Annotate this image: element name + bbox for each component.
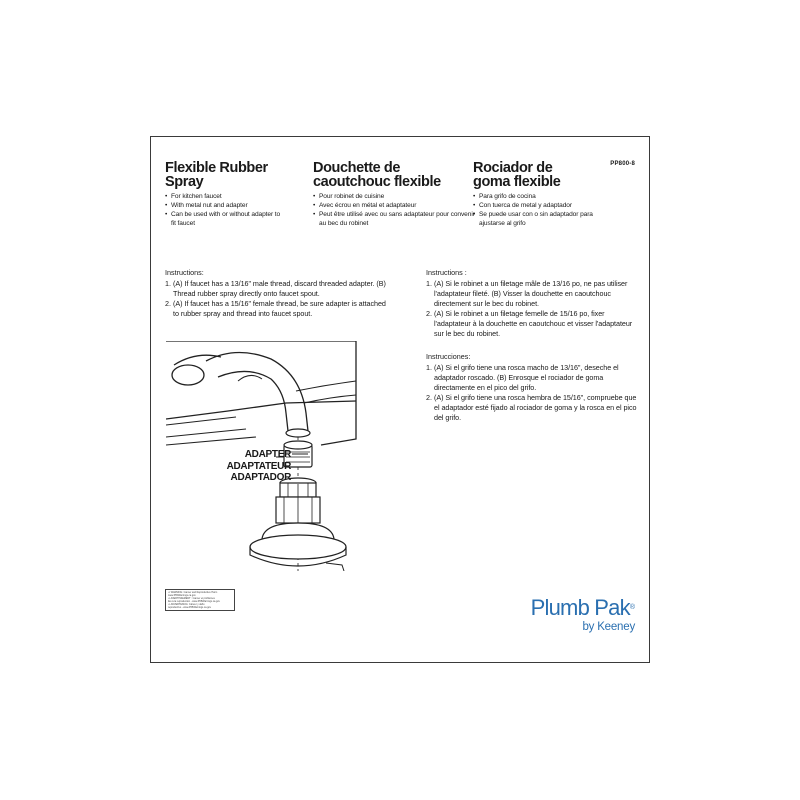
product-code: PP800-8 — [610, 161, 635, 167]
adapter-label-english: ADAPTER — [244, 449, 291, 460]
title-english: Flexible Rubber Spray — [165, 160, 268, 190]
instructions-title: Instrucciones: — [426, 352, 471, 361]
warning-line: ⚠ WARNING: Cancer and Reproductive Harm — [168, 591, 218, 594]
step-number: 1. — [426, 363, 432, 372]
prop65-warning-box — [165, 589, 235, 611]
title-spanish: Rociador de goma flexible — [473, 160, 561, 190]
header-french — [313, 160, 475, 228]
feature-item: • With metal nut and adapter — [165, 201, 315, 210]
warning-line: www.P65Warnings.ca.gov — [168, 594, 196, 598]
warning-line: liés à la reproduction - www.P65Warnings.ca.gov — [168, 600, 220, 604]
feature-item: • For kitchen faucet — [165, 192, 315, 201]
step-text: (A) If faucet has a 13/16" male thread, discard threaded adapter. (B) Thread rubber spray directly onto faucet spout. — [173, 279, 386, 298]
instruction-step — [426, 309, 640, 339]
instruction-step — [165, 279, 387, 299]
instruction-step — [426, 393, 640, 423]
instruction-steps — [165, 279, 387, 319]
instructions-title: Instructions: — [165, 268, 204, 277]
step-number: 1. — [165, 279, 171, 288]
brand-text: Plumb Pak — [530, 595, 630, 620]
feature-item: • Para grifo de cocina — [473, 192, 623, 201]
adapter-pointer-line — [292, 451, 308, 457]
step-number: 2. — [426, 309, 432, 318]
brand-subtitle: by Keeney — [582, 621, 635, 633]
feature-item: • Con tuerca de metal y adaptador — [473, 201, 623, 210]
adapter-label-french: ADAPTATEUR — [226, 460, 291, 472]
instruction-steps — [426, 363, 640, 423]
step-text: (A) Si le robinet a un filetage femelle de 15/16 po, fixer l'adaptateur à la douchette en caoutchouc et visser l'adaptateur sur le bec du robinet. — [434, 309, 633, 338]
step-text: (A) Si el grifo tiene una rosca hembra de 15/16", compruebe que el adaptador esté fijado al rociador de goma y la rosca en el pico del grifo. — [434, 393, 637, 422]
feature-item: • Can be used with or without adapter to fit faucet — [165, 210, 281, 228]
feature-item: • Peut être utilisé avec ou sans adaptateur pour convenir au bec du robinet — [313, 210, 477, 228]
step-number: 2. — [165, 299, 171, 308]
feature-list-spanish — [473, 192, 623, 228]
instruction-steps — [426, 279, 640, 339]
feature-item: • Pour robinet de cuisine — [313, 192, 463, 201]
warning-line: reproductivo - www.P65Warnings.ca.gov — [168, 606, 211, 610]
step-number: 2. — [426, 393, 432, 402]
header-english — [165, 161, 315, 228]
adapter-label — [211, 449, 291, 484]
package-card — [150, 136, 650, 663]
brand-logo — [531, 597, 635, 634]
registered-mark: ® — [629, 604, 635, 611]
step-text: (A) Si el grifo tiene una rosca macho de 13/16", deseche el adaptador roscado. (B) Enrosque el rociador de goma directamente en el pico del grifo. — [434, 363, 619, 392]
step-text: (A) Si le robinet a un filetage mâle de 13/16 po, ne pas utiliser l'adaptateur fileté. (B) Visser la douchette en caoutchouc directement sur le bec du robinet. — [434, 279, 628, 308]
feature-list-english — [165, 192, 315, 228]
brand-name — [531, 597, 635, 619]
step-number: 1. — [426, 279, 432, 288]
adapter-label-spanish: ADAPTADOR — [230, 472, 291, 483]
instruction-step — [426, 363, 640, 393]
feature-item: • Se puede usar con o sin adaptador para ajustarse al grifo — [473, 210, 609, 228]
feature-list-french — [313, 192, 475, 228]
warning-line: ⚠ AVERTISSEMENT : Cancer et problèmes — [168, 597, 215, 601]
instructions-title: Instructions : — [426, 268, 467, 277]
header-spanish — [473, 161, 623, 228]
step-text: (A) If faucet has a 15/16" female thread, be sure adapter is attached to rubber spray and thread into faucet spout. — [173, 299, 386, 318]
title-french: Douchette de caoutchouc flexible — [313, 160, 441, 190]
instructions-spanish — [426, 352, 640, 423]
instruction-step — [426, 279, 640, 309]
feature-item: • Avec écrou en métal et adaptateur — [313, 201, 463, 210]
instruction-step — [165, 299, 387, 319]
instructions-french — [426, 268, 640, 339]
warning-line: ⚠ ADVERTENCIA: Cáncer y daño — [168, 603, 205, 607]
instructions-english — [165, 268, 387, 319]
